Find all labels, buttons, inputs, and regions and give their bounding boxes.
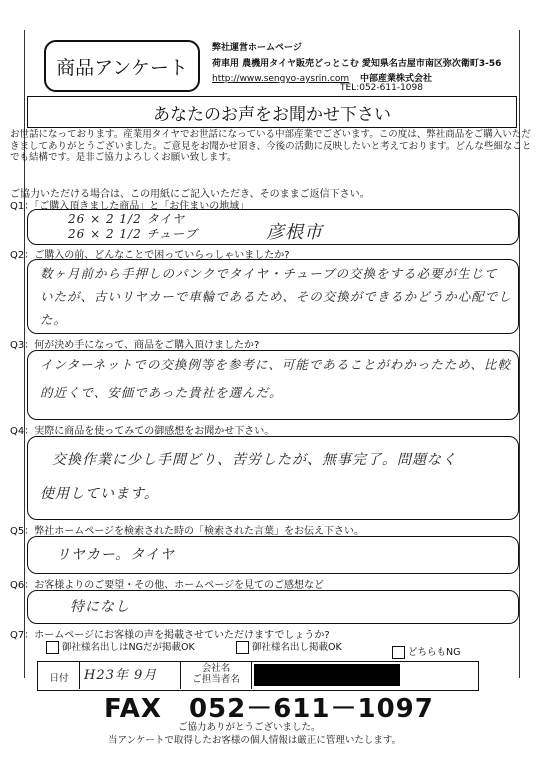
answer-box-q1 xyxy=(27,209,519,245)
answer-box-q5 xyxy=(27,536,519,574)
form-title: 商品アンケート xyxy=(44,40,200,92)
question-q6: Q6：お客様よりのご要望・その他、ホームページを見てのご感想など xyxy=(10,580,325,591)
website-link[interactable]: http://www.sengyo-aysrin.com xyxy=(212,74,350,84)
banner-heading: あなたのお声をお聞かせ下さい xyxy=(27,96,517,128)
question-q4: Q4：実際に商品を使ってみての御感想をお聞かせ下さい。 xyxy=(10,426,275,437)
q3-answer-line2: 的近くで、安価であった貴社を選んだ。 xyxy=(40,385,283,400)
question-q2: Q2：ご購入の前、どんなことで困っていらっしゃいましたか? xyxy=(10,250,290,261)
intro-text: お世話になっております。産業用タイヤでお世話になっている中部産業でございます。この度は、弊社商品をご購入いただきましてありがとうございました。ご意見をお聞かせ頂き、今後の活動に反映したいと考えております。どんな些細なことでも結構です。是非ご協力よろしくお願い致します。 xyxy=(10,129,532,163)
question-q1: Q1：「ご購入頂きました商品」と「お住まいの地域」 xyxy=(10,201,250,212)
q4-answer-line1: 交換作業に少し手間どり、苦労したが、無事完了。問題なく xyxy=(52,452,457,468)
question-q5: Q5：弊社ホームページを検索された時の「検索された言葉」をお伝え下さい。 xyxy=(10,526,365,537)
instruction-text: ご協力いただける場合は、この用紙にご記入いただき、そのままご返信下さい。 xyxy=(10,189,370,200)
checkbox-icon[interactable] xyxy=(236,641,249,654)
q4-answer-line2: 使用しています。 xyxy=(40,486,159,502)
checkbox-icon[interactable] xyxy=(392,646,405,659)
company-name: 中部産業株式会社 xyxy=(359,74,432,84)
q7-option-3[interactable]: どちらもNG xyxy=(392,644,460,659)
question-q7: Q7：ホームページにお客様の声を掲載させていただけますでしょうか? xyxy=(10,630,330,641)
table-divider xyxy=(251,661,252,689)
redacted-name xyxy=(254,664,400,686)
answer-box-q2 xyxy=(27,259,519,334)
q2-answer-line1: 数ヶ月前から手押しのパンクでタイヤ・チューブの交換をする必要が生じて xyxy=(40,266,498,281)
answer-box-q3 xyxy=(27,350,519,420)
q2-answer-line3: た。 xyxy=(40,312,68,327)
fax-number: FAX 052－611－1097 xyxy=(104,694,434,724)
q7-option-2[interactable]: 御社様名出し掲載OK xyxy=(236,639,342,654)
date-label: 日付 xyxy=(49,673,69,684)
answer-box-q6 xyxy=(27,590,519,624)
table-divider xyxy=(180,661,181,689)
q1-answer-line1: 26 × 2 1/2 タイヤ xyxy=(68,212,186,226)
q2-answer-line2: いたが、古いリヤカーで車輪であるため、その交換ができるかどうか心配でし xyxy=(40,289,512,304)
q5-answer: リヤカー。タイヤ xyxy=(56,547,175,563)
table-divider xyxy=(79,661,80,689)
company-site-label: 弊社運営ホームページ xyxy=(212,43,302,53)
date-value: H23年 9月 xyxy=(84,668,158,683)
q1-answer-region: 彦根市 xyxy=(266,222,323,243)
q3-answer-line1: インターネットでの交換例等を参考に、可能であることがわかったため、比較 xyxy=(40,357,511,372)
privacy-text: 当アンケートで取得したお客様の個人情報は厳正に管理いたします。 xyxy=(108,735,402,746)
question-q3: Q3：何が決め手になって、商品をご購入頂けましたか? xyxy=(10,340,260,351)
company-label: 会社名 ご担当者名 xyxy=(192,663,240,685)
q6-answer: 特になし xyxy=(70,599,130,615)
q7-option-1[interactable]: 御社様名出しはNGだが掲載OK xyxy=(46,639,195,654)
checkbox-icon[interactable] xyxy=(46,641,59,654)
answer-box-q4 xyxy=(27,436,519,520)
q1-answer-line2: 26 × 2 1/2 チューブ xyxy=(68,227,198,241)
thanks-text: ご協力ありがとうございました。 xyxy=(178,722,321,733)
tel-number: TEL:052-611-1098 xyxy=(340,83,423,93)
address-line: 荷車用 農機用タイヤ販売どっとこむ 愛知県名古屋市南区弥次衛町3-56 xyxy=(212,59,502,69)
